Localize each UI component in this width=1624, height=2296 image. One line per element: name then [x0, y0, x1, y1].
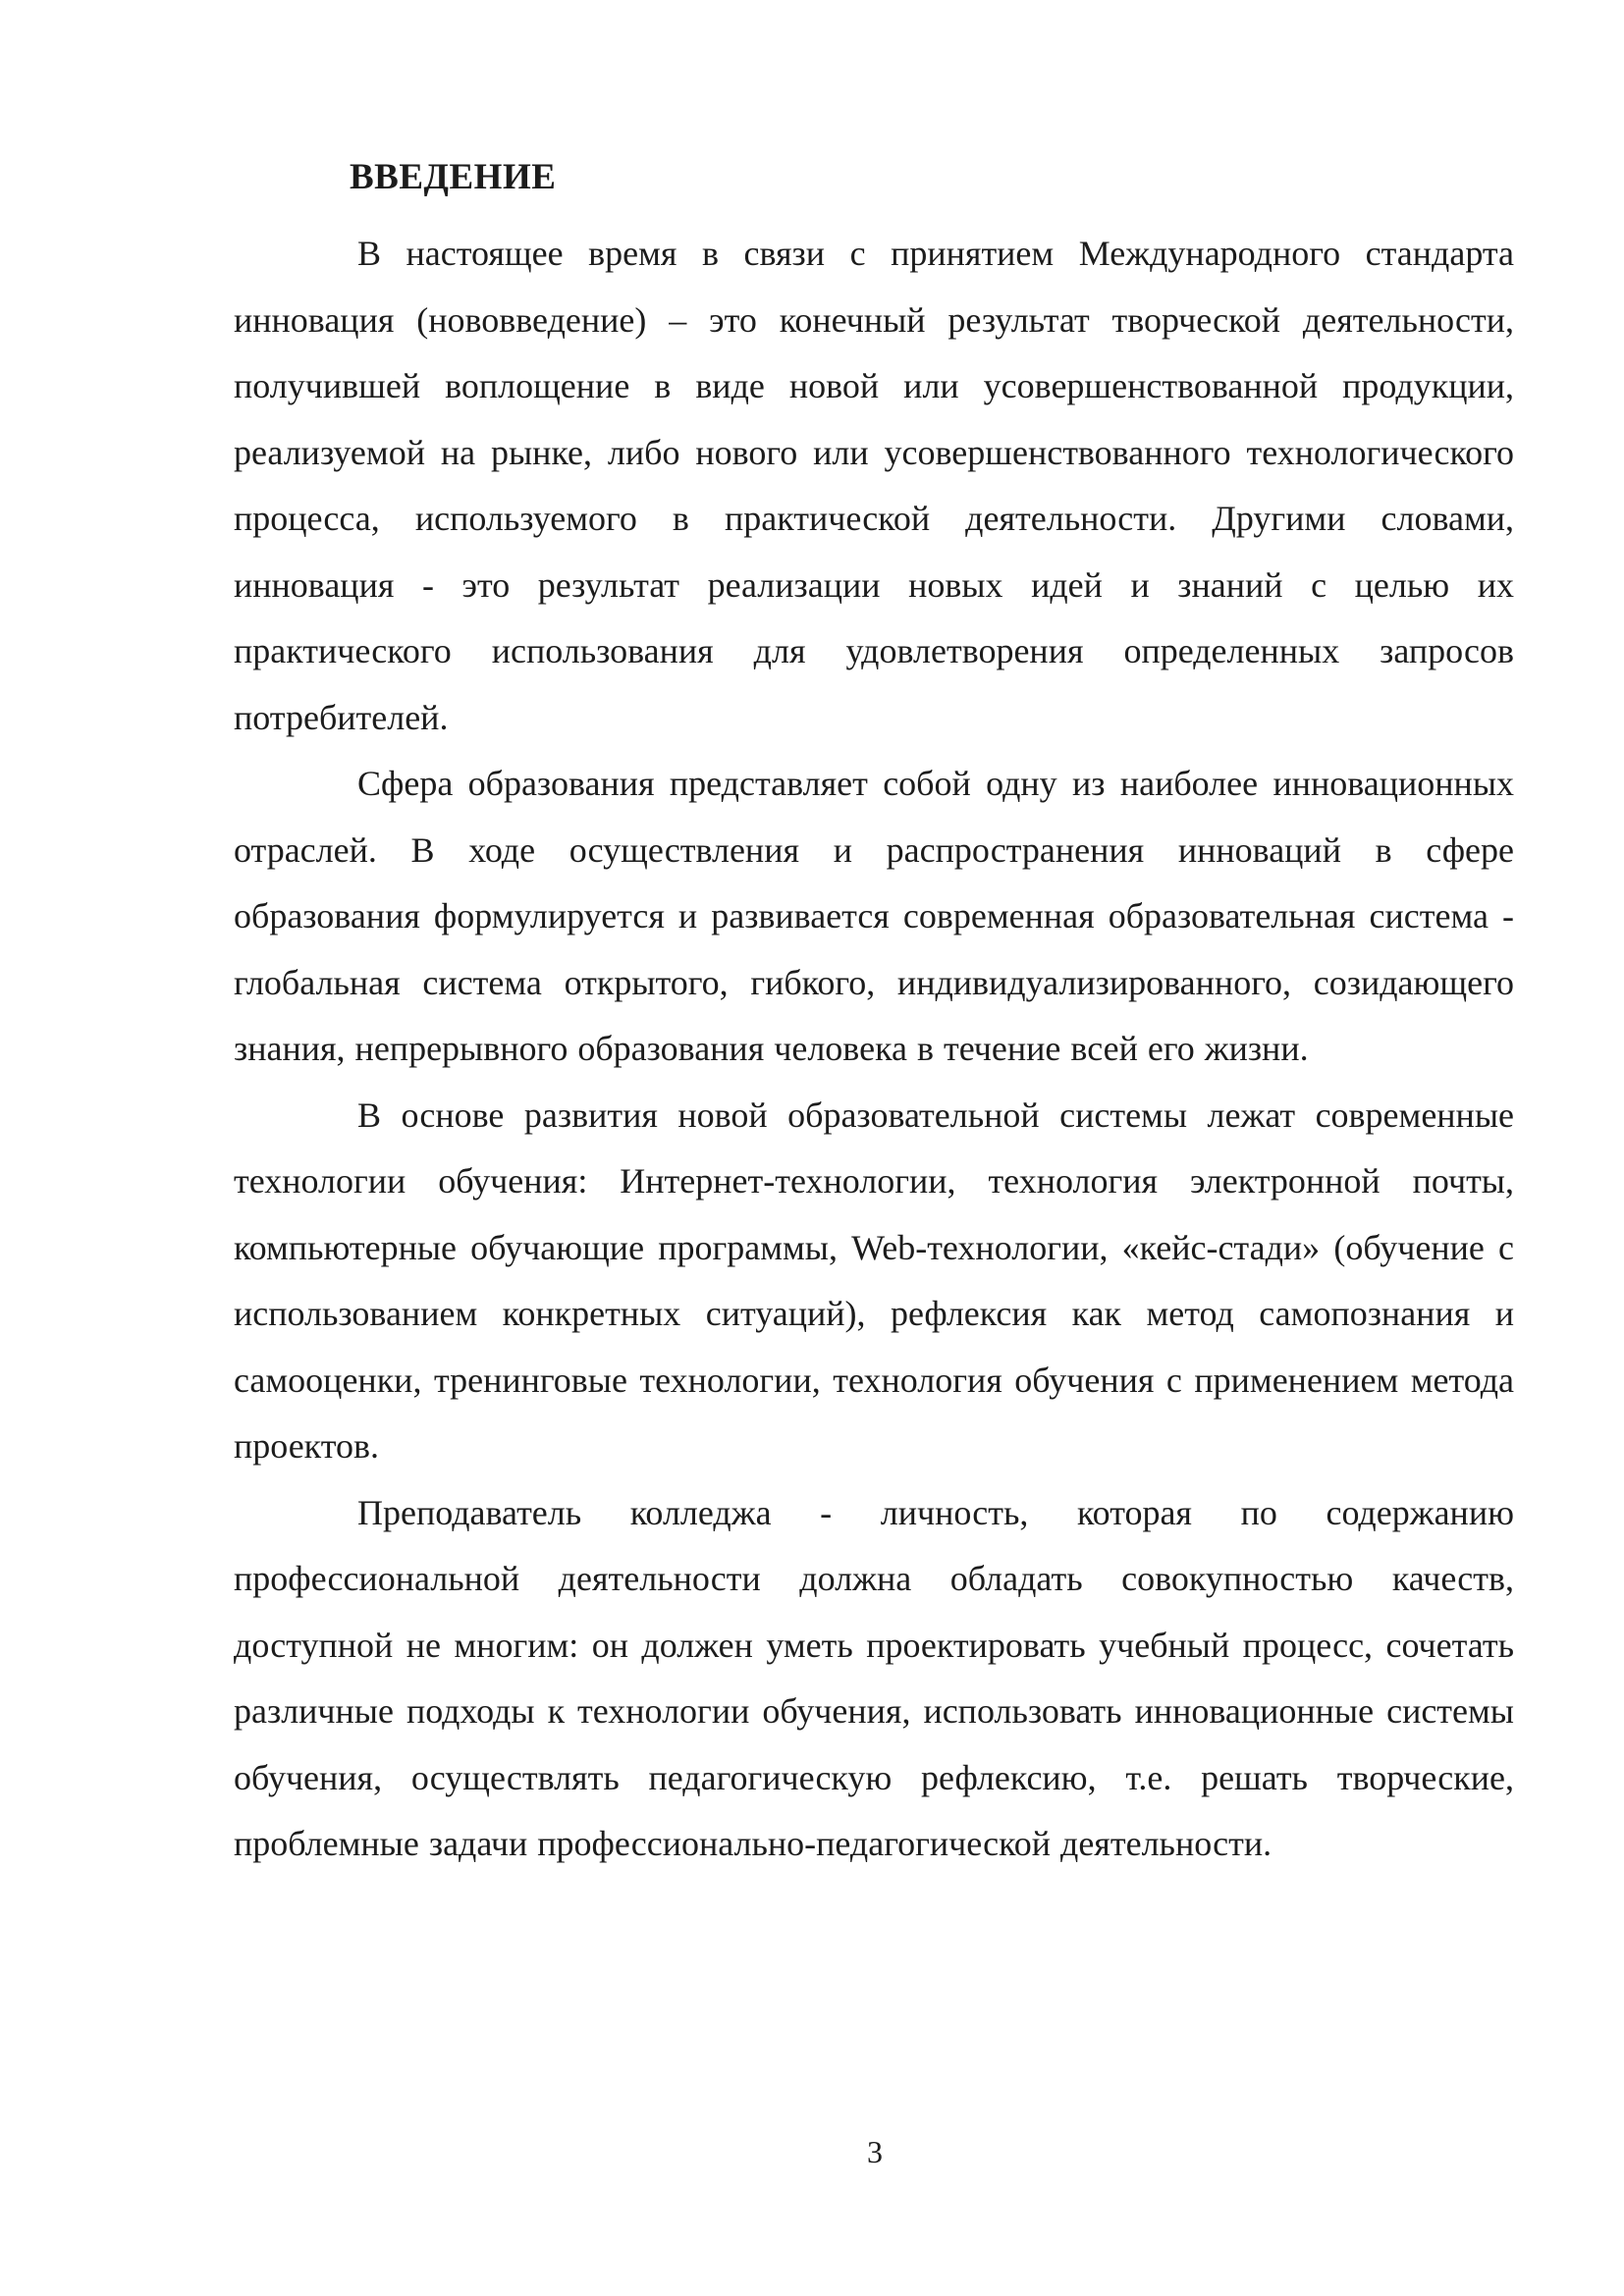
paragraph-4: Преподаватель колледжа - личность, которая по содержанию профессиональной деятельности должна обладать совокупностью качеств, доступной не многим: он должен уметь проектировать учебный процесс, сочетать различные подходы к технологии обучения, использовать инновационные системы обучения, осуществлять педагогическую рефлексию, т.е. решать творческие, проблемные задачи профессионально-педагогической деятельности.	[234, 1492, 1514, 1863]
body-text	[234, 221, 1514, 1878]
paragraph-3: В основе развития новой образовательной системы лежат современные технологии обучения: Интернет-технологии, технология электронной почты, компьютерные обучающие программы, Web-технологии, «кейс-стади» (обучение с использованием конкретных ситуаций), рефлексия как метод самопознания и самооценки, тренинговые технологии, технология обучения с применением метода проектов.	[234, 1095, 1514, 1466]
page-number: 3	[867, 2134, 883, 2169]
section-heading: ВВЕДЕНИЕ	[350, 157, 557, 197]
paragraph-1: В настоящее время в связи с принятием Международного стандарта инновация (нововведение) – это конечный результат творческой деятельности, получившей воплощение в виде новой или усовершенствованной продукции, реализуемой на рынке, либо нового или усовершенствованного технологического процесса, используемого в практической деятельности. Другими словами, инновация - это результат реализации новых идей и знаний с целью их практического использования для удовлетворения определенных запросов потребителей.	[234, 234, 1514, 737]
paragraph-2: Сфера образования представляет собой одну из наиболее инновационных отраслей. В ходе осуществления и распространения инноваций в сфере образования формулируется и развивается современная образовательная система - глобальная система открытого, гибкого, индивидуализированного, созидающего знания, непрерывного образования человека в течение всей его жизни.	[234, 764, 1514, 1068]
